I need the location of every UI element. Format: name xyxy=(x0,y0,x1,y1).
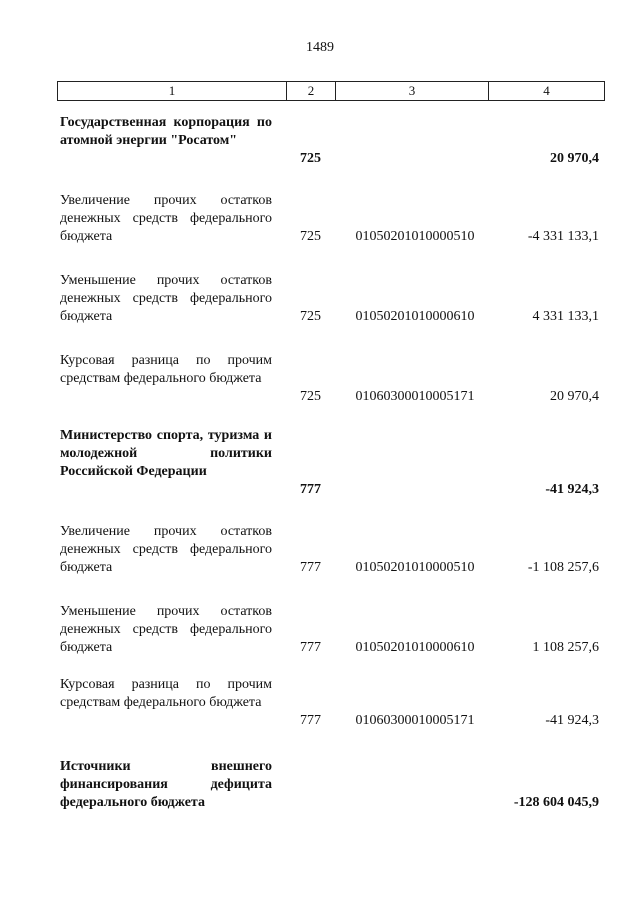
column-header-row xyxy=(58,82,605,101)
row-kbk: 01050201010000610 xyxy=(355,640,475,655)
row-kbk: 01060300010005171 xyxy=(355,713,475,728)
row-kbk: 01060300010005171 xyxy=(355,389,475,404)
row-name: Государственная корпорация по атомной энергии "Росатом" xyxy=(60,115,272,148)
row-amount: -4 331 133,1 xyxy=(527,229,599,244)
row-code: 777 xyxy=(300,640,321,655)
row-amount: 1 108 257,6 xyxy=(532,640,599,655)
row-name: Уменьшение прочих остатков денежных средств федерального бюджета xyxy=(60,273,272,324)
row-code: 777 xyxy=(300,482,321,497)
row-name: Курсовая разница по прочим средствам федерального бюджета xyxy=(60,353,272,386)
row-code: 725 xyxy=(300,151,321,166)
row-amount: 20 970,4 xyxy=(550,389,599,404)
row-code: 777 xyxy=(300,560,321,575)
row-kbk: 01050201010000610 xyxy=(355,309,475,324)
row-name: Источники внешнего финансирования дефицита федерального бюджета xyxy=(60,759,272,810)
row-name: Увеличение прочих остатков денежных средств федерального бюджета xyxy=(60,524,272,575)
row-kbk: 01050201010000510 xyxy=(355,560,475,575)
row-amount: 4 331 133,1 xyxy=(532,309,599,324)
row-amount: 20 970,4 xyxy=(550,151,599,166)
row-kbk: 01050201010000510 xyxy=(355,229,475,244)
row-name: Уменьшение прочих остатков денежных средств федерального бюджета xyxy=(60,604,272,655)
row-code: 725 xyxy=(300,389,321,404)
row-name: Министерство спорта, туризма и молодежной политики Российской Федерации xyxy=(60,428,272,479)
row-amount: -41 924,3 xyxy=(545,482,599,497)
page-number: 1489 xyxy=(306,40,334,55)
row-code: 725 xyxy=(300,309,321,324)
row-amount: -1 108 257,6 xyxy=(527,560,599,575)
row-name: Курсовая разница по прочим средствам федерального бюджета xyxy=(60,677,272,710)
row-name: Увеличение прочих остатков денежных средств федерального бюджета xyxy=(60,193,272,244)
column-header-table xyxy=(57,81,605,101)
row-code: 777 xyxy=(300,713,321,728)
row-amount: -41 924,3 xyxy=(545,713,599,728)
row-code: 725 xyxy=(300,229,321,244)
column-header-4: 4 xyxy=(489,82,605,101)
row-amount: -128 604 045,9 xyxy=(513,795,599,810)
column-header-2: 2 xyxy=(287,82,336,101)
column-header-3: 3 xyxy=(336,82,489,101)
column-header-1: 1 xyxy=(58,82,287,101)
